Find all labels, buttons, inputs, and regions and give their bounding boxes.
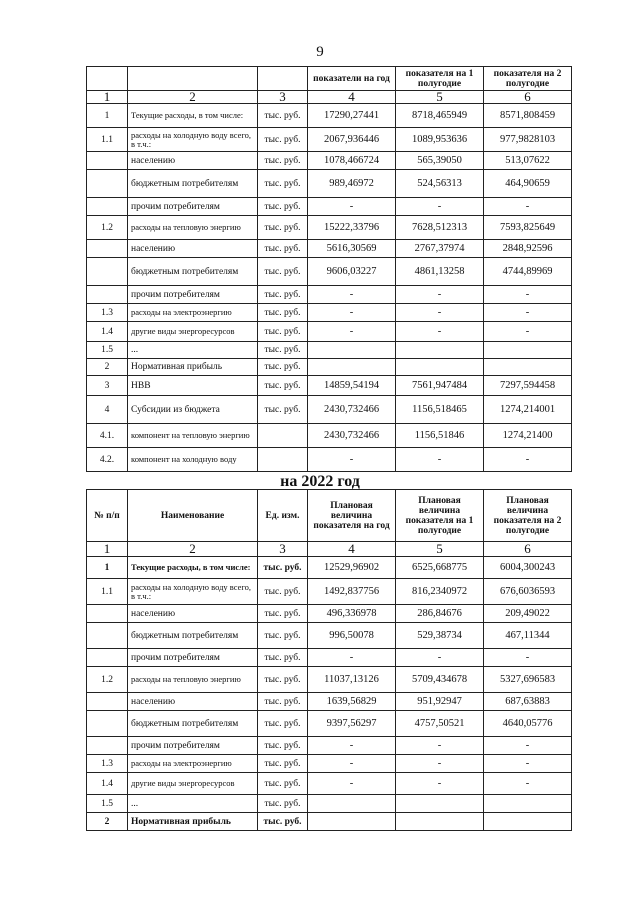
row-number-cell [87,737,128,755]
table-row [87,198,572,216]
year-value-cell: 496,336978 [308,605,396,623]
row-number-cell: 1 [87,557,128,579]
half2-value-cell [484,795,572,813]
half2-value-cell: 4744,89969 [484,258,572,286]
table-row [87,396,572,424]
unit-cell: тыс. руб. [258,359,308,376]
table-row [87,623,572,649]
unit-cell: тыс. руб. [258,396,308,424]
unit-cell: тыс. руб. [258,795,308,813]
unit-cell: тыс. руб. [258,128,308,152]
column-index-cell: 6 [484,91,572,104]
row-name-cell: прочим потребителям [128,737,258,755]
unit-cell: тыс. руб. [258,286,308,304]
unit-cell [258,424,308,448]
header-cell: показателя на 2 полугодие [484,67,572,91]
half1-value-cell: 1156,518465 [396,396,484,424]
unit-cell: тыс. руб. [258,737,308,755]
row-name-cell: бюджетным потребителям [128,711,258,737]
half2-value-cell: 6004,300243 [484,557,572,579]
table-row [87,605,572,623]
year-value-cell [308,359,396,376]
half1-value-cell [396,795,484,813]
table-row [87,342,572,359]
half2-value-cell: 676,6036593 [484,579,572,605]
unit-cell: тыс. руб. [258,322,308,342]
row-name-cell: населению [128,240,258,258]
row-number-cell: 1.5 [87,342,128,359]
row-name-cell: Текущие расходы, в том числе: [128,557,258,579]
row-name-cell: ... [128,342,258,359]
row-name-cell: бюджетным потребителям [128,623,258,649]
year-value-cell: 5616,30569 [308,240,396,258]
half1-value-cell: - [396,773,484,795]
row-number-cell [87,286,128,304]
row-number-cell: 1.3 [87,304,128,322]
column-index-cell: 3 [258,542,308,557]
table-row [87,737,572,755]
year-value-cell: 2430,732466 [308,396,396,424]
year-value-cell: - [308,649,396,667]
table-row [87,813,572,831]
table-row [87,240,572,258]
half2-value-cell: - [484,198,572,216]
row-number-cell: 2 [87,359,128,376]
row-number-cell [87,152,128,170]
row-number-cell [87,693,128,711]
half2-value-cell: 513,07622 [484,152,572,170]
unit-cell: тыс. руб. [258,755,308,773]
half1-value-cell: 4861,13258 [396,258,484,286]
table-row [87,795,572,813]
row-name-cell: Нормативная прибыль [128,813,258,831]
unit-cell: тыс. руб. [258,376,308,396]
half2-value-cell: 687,63883 [484,693,572,711]
year-value-cell: - [308,448,396,472]
unit-cell: тыс. руб. [258,304,308,322]
year-value-cell: 11037,13126 [308,667,396,693]
row-number-cell [87,649,128,667]
half1-value-cell: - [396,649,484,667]
row-number-cell [87,240,128,258]
row-number-cell [87,170,128,198]
row-name-cell: населению [128,605,258,623]
table-row [87,128,572,152]
column-index-cell: 4 [308,542,396,557]
half2-value-cell: 464,90659 [484,170,572,198]
row-number-cell: 1 [87,104,128,128]
table-row [87,579,572,605]
half2-value-cell: 7593,825649 [484,216,572,240]
year-value-cell: 1078,466724 [308,152,396,170]
unit-cell: тыс. руб. [258,104,308,128]
half2-value-cell: 467,11344 [484,623,572,649]
half2-value-cell: - [484,448,572,472]
table-row [87,557,572,579]
column-index-cell: 1 [87,542,128,557]
row-name-cell: расходы на холодную воду всего, в т.ч.: [128,128,258,152]
half2-value-cell: - [484,737,572,755]
column-index-row [87,91,572,104]
half2-value-cell: 1274,21400 [484,424,572,448]
row-name-cell: бюджетным потребителям [128,258,258,286]
table-row [87,304,572,322]
table-row [87,170,572,198]
row-number-cell: 1.4 [87,322,128,342]
unit-cell: тыс. руб. [258,605,308,623]
unit-cell: тыс. руб. [258,258,308,286]
row-name-cell: расходы на тепловую энергию [128,667,258,693]
page-number: 9 [316,44,324,60]
row-name-cell: расходы на электроэнергию [128,755,258,773]
header-cell: показателя на 1 полугодие [396,67,484,91]
row-name-cell: расходы на холодную воду всего, в т.ч.: [128,579,258,605]
half1-value-cell [396,342,484,359]
half1-value-cell: 2767,37974 [396,240,484,258]
row-number-cell: 3 [87,376,128,396]
header-cell: № п/п [87,490,128,542]
year-value-cell: 15222,33796 [308,216,396,240]
year-value-cell: - [308,304,396,322]
half2-value-cell: 1274,214001 [484,396,572,424]
table-row [87,152,572,170]
row-name-cell: другие виды энергоресурсов [128,773,258,795]
table-row [87,649,572,667]
row-name-cell: другие виды энергоресурсов [128,322,258,342]
row-name-cell: прочим потребителям [128,198,258,216]
half1-value-cell: 565,39050 [396,152,484,170]
column-index-cell: 4 [308,91,396,104]
row-number-cell [87,623,128,649]
column-index-cell: 5 [396,91,484,104]
table-row [87,258,572,286]
row-number-cell: 4 [87,396,128,424]
row-name-cell: Текущие расходы, в том числе: [128,104,258,128]
column-index-cell: 6 [484,542,572,557]
half1-value-cell [396,359,484,376]
header-cell [128,67,258,91]
year-value-cell: 2067,936446 [308,128,396,152]
table-row [87,286,572,304]
half1-value-cell: 7561,947484 [396,376,484,396]
half1-value-cell: - [396,755,484,773]
unit-cell: тыс. руб. [258,240,308,258]
table-row [87,693,572,711]
row-number-cell [87,605,128,623]
header-row [87,490,572,542]
half1-value-cell: - [396,448,484,472]
row-name-cell: ... [128,795,258,813]
table-row [87,667,572,693]
row-number-cell: 4.2. [87,448,128,472]
half1-value-cell: 4757,50521 [396,711,484,737]
row-name-cell: расходы на электроэнергию [128,304,258,322]
row-name-cell: населению [128,693,258,711]
unit-cell: тыс. руб. [258,579,308,605]
year-value-cell: - [308,286,396,304]
half2-value-cell: 4640,05776 [484,711,572,737]
year-value-cell: - [308,773,396,795]
year-value-cell: 9606,03227 [308,258,396,286]
header-cell [87,67,128,91]
header-row [87,67,572,91]
half2-value-cell: 7297,594458 [484,376,572,396]
year-title: на 2022 год [280,473,360,490]
table-2022 [86,489,572,831]
row-number-cell: 1.1 [87,579,128,605]
table-row [87,322,572,342]
half2-value-cell: - [484,304,572,322]
unit-cell: тыс. руб. [258,649,308,667]
unit-cell: тыс. руб. [258,198,308,216]
half1-value-cell: 8718,465949 [396,104,484,128]
row-name-cell: НВВ [128,376,258,396]
year-value-cell: - [308,322,396,342]
half1-value-cell: 5709,434678 [396,667,484,693]
column-index-cell: 1 [87,91,128,104]
half1-value-cell [396,813,484,831]
column-index-cell: 2 [128,91,258,104]
half1-value-cell: - [396,286,484,304]
half1-value-cell: 1156,51846 [396,424,484,448]
half2-value-cell [484,359,572,376]
year-value-cell: 2430,732466 [308,424,396,448]
year-value-cell: 989,46972 [308,170,396,198]
year-value-cell: 17290,27441 [308,104,396,128]
table-row [87,359,572,376]
half2-value-cell [484,342,572,359]
half2-value-cell: 8571,808459 [484,104,572,128]
row-name-cell: населению [128,152,258,170]
year-value-cell: - [308,198,396,216]
header-cell [258,67,308,91]
half1-value-cell: - [396,322,484,342]
row-number-cell: 2 [87,813,128,831]
row-number-cell [87,711,128,737]
half2-value-cell: - [484,649,572,667]
year-value-cell: 1639,56829 [308,693,396,711]
row-number-cell: 4.1. [87,424,128,448]
unit-cell: тыс. руб. [258,170,308,198]
row-name-cell: бюджетным потребителям [128,170,258,198]
row-number-cell: 1.2 [87,216,128,240]
half2-value-cell: - [484,322,572,342]
row-name-cell: прочим потребителям [128,286,258,304]
row-number-cell: 1.5 [87,795,128,813]
half1-value-cell: 816,2340972 [396,579,484,605]
header-cell: Наименование [128,490,258,542]
unit-cell: тыс. руб. [258,152,308,170]
half2-value-cell: - [484,773,572,795]
year-value-cell [308,813,396,831]
header-cell: Плановая величина показателя на 2 полугодие [484,490,572,542]
half2-value-cell: 977,9828103 [484,128,572,152]
table-row [87,376,572,396]
table-row [87,104,572,128]
half1-value-cell: 6525,668775 [396,557,484,579]
row-name-cell: Нормативная прибыль [128,359,258,376]
year-value-cell [308,795,396,813]
unit-cell: тыс. руб. [258,693,308,711]
row-number-cell: 1.4 [87,773,128,795]
column-index-cell: 5 [396,542,484,557]
header-cell: Плановая величина показателя на год [308,490,396,542]
unit-cell: тыс. руб. [258,711,308,737]
header-cell: показатели на год [308,67,396,91]
unit-cell: тыс. руб. [258,667,308,693]
year-value-cell: 12529,96902 [308,557,396,579]
unit-cell: тыс. руб. [258,623,308,649]
half1-value-cell: - [396,737,484,755]
table-row [87,448,572,472]
unit-cell: тыс. руб. [258,216,308,240]
unit-cell: тыс. руб. [258,773,308,795]
column-index-row [87,542,572,557]
row-name-cell: прочим потребителям [128,649,258,667]
half1-value-cell: 286,84676 [396,605,484,623]
half1-value-cell: 529,38734 [396,623,484,649]
row-number-cell [87,258,128,286]
header-cell: Плановая величина показателя на 1 полугодие [396,490,484,542]
year-value-cell: 1492,837756 [308,579,396,605]
row-number-cell: 1.3 [87,755,128,773]
row-number-cell [87,198,128,216]
half1-value-cell: 1089,953636 [396,128,484,152]
row-name-cell: Субсидии из бюджета [128,396,258,424]
half2-value-cell: 209,49022 [484,605,572,623]
column-index-cell: 3 [258,91,308,104]
half2-value-cell: 5327,696583 [484,667,572,693]
half1-value-cell: 524,56313 [396,170,484,198]
unit-cell: тыс. руб. [258,342,308,359]
header-cell: Ед. изм. [258,490,308,542]
year-value-cell: 996,50078 [308,623,396,649]
unit-cell: тыс. руб. [258,557,308,579]
half2-value-cell: - [484,755,572,773]
table-row [87,773,572,795]
table-row [87,711,572,737]
unit-cell [258,448,308,472]
half1-value-cell: 951,92947 [396,693,484,711]
year-value-cell: 9397,56297 [308,711,396,737]
row-name-cell: компонент на тепловую энергию [128,424,258,448]
half1-value-cell: 7628,512313 [396,216,484,240]
row-name-cell: расходы на тепловую энергию [128,216,258,240]
table-row [87,216,572,240]
year-value-cell: - [308,737,396,755]
half2-value-cell [484,813,572,831]
row-name-cell: компонент на холодную воду [128,448,258,472]
row-number-cell: 1.2 [87,667,128,693]
column-index-cell: 2 [128,542,258,557]
half1-value-cell: - [396,304,484,322]
year-value-cell [308,342,396,359]
half1-value-cell: - [396,198,484,216]
unit-cell: тыс. руб. [258,813,308,831]
table-2021 [86,66,572,472]
table-row [87,755,572,773]
row-number-cell: 1.1 [87,128,128,152]
half2-value-cell: 2848,92596 [484,240,572,258]
year-value-cell: - [308,755,396,773]
table-row [87,424,572,448]
half2-value-cell: - [484,286,572,304]
year-value-cell: 14859,54194 [308,376,396,396]
